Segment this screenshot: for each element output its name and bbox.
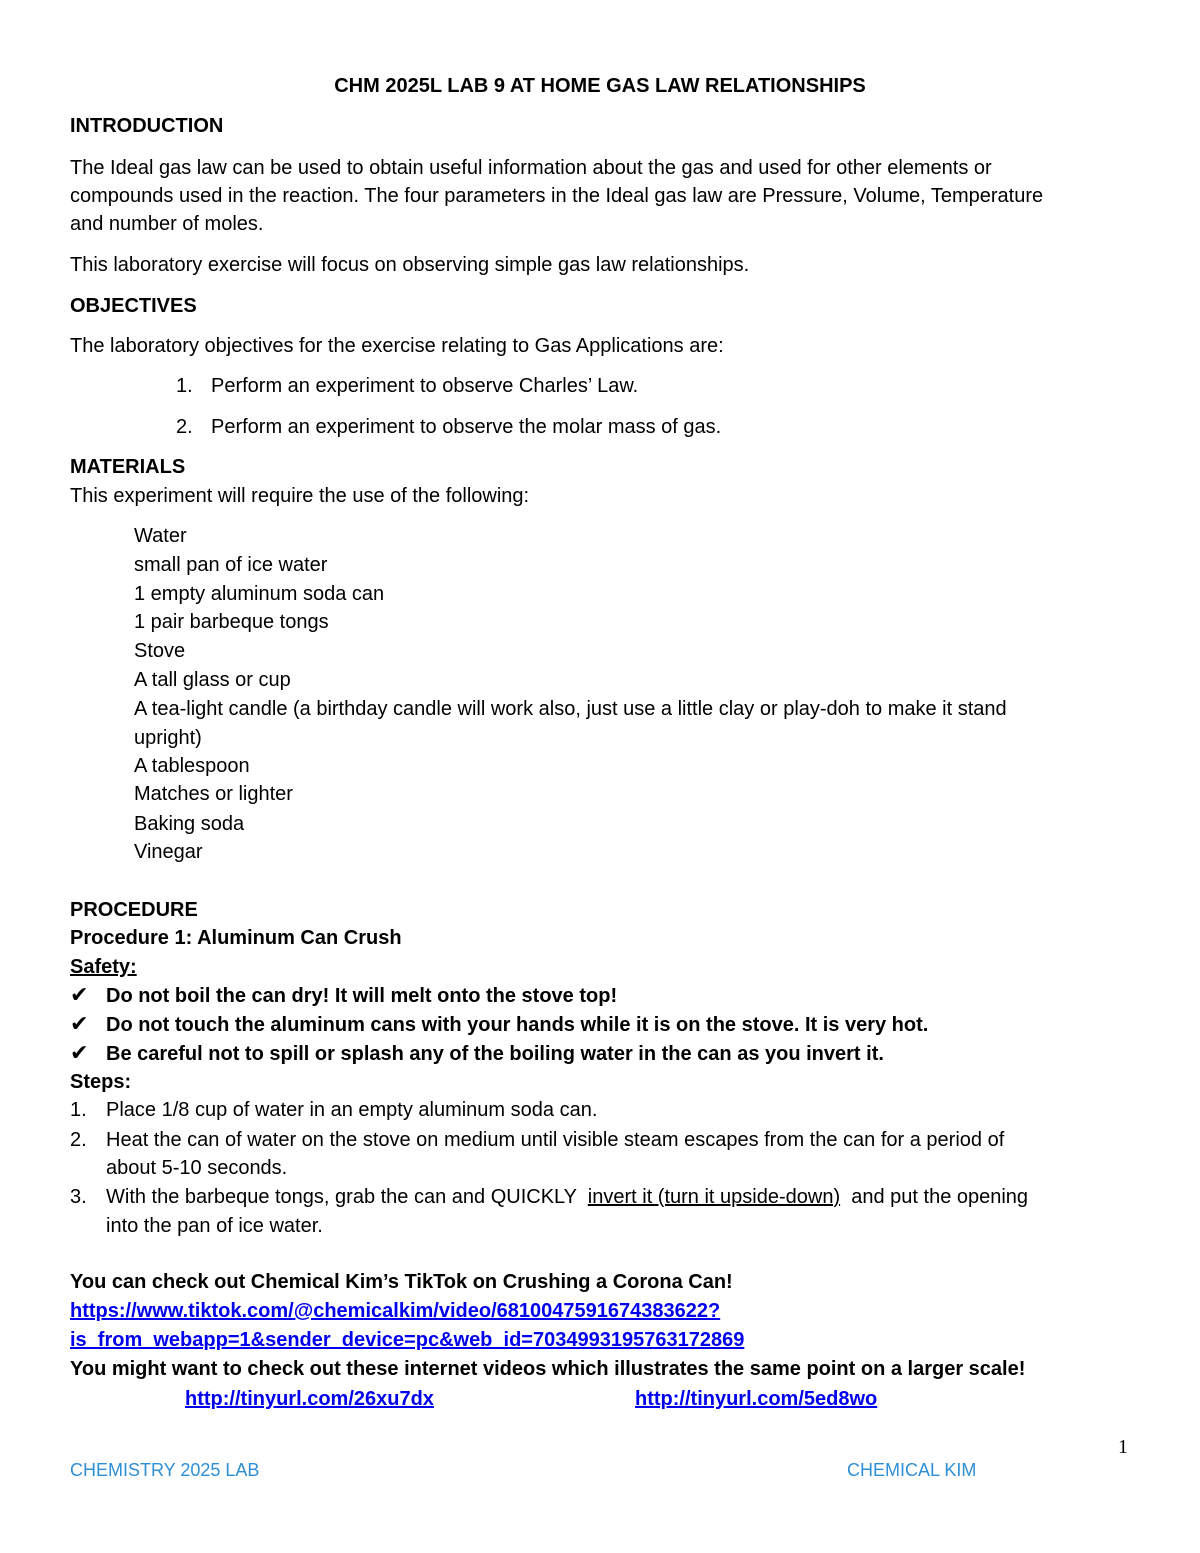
material-item: Baking soda (134, 813, 245, 835)
step-text-part: With the barbeque tongs, grab the can and QUICKLY (106, 1186, 588, 1208)
introduction-paragraph-2: This laboratory exercise will focus on observing simple gas law relationships. (70, 254, 750, 276)
material-item: 1 empty aluminum soda can (134, 583, 385, 605)
step-text (106, 1183, 1028, 1211)
material-item: A tablespoon (134, 755, 250, 777)
step-text-underlined: invert it (turn it upside-down) (587, 1186, 841, 1208)
materials-heading: MATERIALS (70, 456, 186, 478)
material-item: A tea-light candle (a birthday candle will work also, just use a little clay or play-doh to make it stand (134, 698, 1007, 720)
steps-label: Steps: (70, 1071, 132, 1093)
material-item: upright) (134, 727, 202, 749)
material-item: 1 pair barbeque tongs (134, 611, 329, 633)
material-item: Water (134, 525, 187, 547)
safety-item: Do not boil the can dry! It will melt onto the stove top! (106, 985, 618, 1007)
safety-label: Safety: (70, 956, 137, 978)
introduction-heading: INTRODUCTION (70, 115, 224, 137)
step-text: about 5-10 seconds. (106, 1157, 288, 1179)
video-link-2[interactable]: http://tinyurl.com/5ed8wo (635, 1388, 878, 1410)
footer-left: CHEMISTRY 2025 LAB (70, 1460, 260, 1480)
objectives-intro: The laboratory objectives for the exercise relating to Gas Applications are: (70, 335, 724, 357)
page-number: 1 (1118, 1436, 1128, 1458)
material-item: Stove (134, 640, 186, 662)
page-title: CHM 2025L LAB 9 AT HOME GAS LAW RELATIONSHIPS (334, 75, 866, 97)
step-text: into the pan of ice water. (106, 1215, 323, 1237)
safety-item: Be careful not to spill or splash any of the boiling water in the can as you invert it. (106, 1043, 884, 1065)
step-number: 3. (70, 1186, 87, 1208)
objective-item: Perform an experiment to observe Charles’ Law. (211, 375, 639, 397)
checkmark-icon: ✔ (70, 982, 89, 1007)
introduction-paragraph-line: and number of moles. (70, 213, 264, 235)
procedure-heading: PROCEDURE (70, 899, 198, 921)
step-number: 1. (70, 1099, 87, 1121)
checkmark-icon: ✔ (70, 1040, 89, 1065)
step-text: Heat the can of water on the stove on medium until visible steam escapes from the can for a period of (106, 1129, 1005, 1151)
video-link-1[interactable]: http://tinyurl.com/26xu7dx (185, 1388, 434, 1410)
procedure-subheading: Procedure 1: Aluminum Can Crush (70, 927, 402, 949)
objective-item: Perform an experiment to observe the molar mass of gas. (211, 416, 722, 438)
step-text-part: and put the opening (840, 1186, 1029, 1208)
tiktok-link[interactable]: https://www.tiktok.com/@chemicalkim/video/6810047591674383622? (70, 1300, 721, 1322)
tiktok-intro: You can check out Chemical Kim’s TikTok on Crushing a Corona Can! (70, 1271, 733, 1293)
material-item: Matches or lighter (134, 783, 293, 805)
step-number: 2. (70, 1129, 87, 1151)
objective-number: 1. (176, 375, 193, 397)
objectives-heading: OBJECTIVES (70, 295, 197, 317)
step-text: Place 1/8 cup of water in an empty aluminum soda can. (106, 1099, 598, 1121)
material-item: A tall glass or cup (134, 669, 291, 691)
objective-number: 2. (176, 416, 193, 438)
checkmark-icon: ✔ (70, 1011, 89, 1036)
safety-item: Do not touch the aluminum cans with your hands while it is on the stove. It is very hot. (106, 1014, 929, 1036)
introduction-paragraph-line: compounds used in the reaction. The four parameters in the Ideal gas law are Pressure, Volume, Temperature (70, 185, 1044, 207)
videos-intro: You might want to check out these internet videos which illustrates the same point on a larger scale! (70, 1358, 1026, 1380)
material-item: small pan of ice water (134, 554, 328, 576)
footer-right: CHEMICAL KIM (847, 1460, 977, 1480)
material-item: Vinegar (134, 841, 203, 863)
materials-intro: This experiment will require the use of the following: (70, 485, 530, 507)
tiktok-link[interactable]: is_from_webapp=1&sender_device=pc&web_id=7034993195763172869 (70, 1329, 745, 1351)
introduction-paragraph-line: The Ideal gas law can be used to obtain useful information about the gas and used for other elements or (70, 157, 992, 179)
